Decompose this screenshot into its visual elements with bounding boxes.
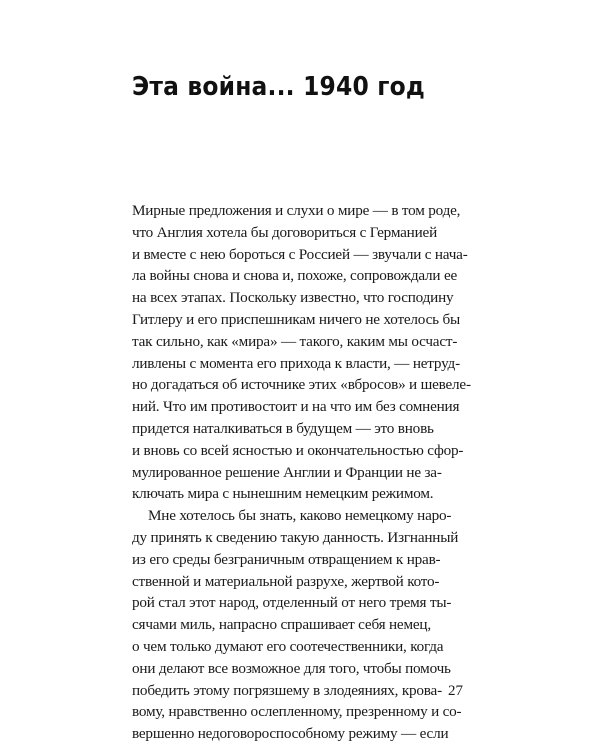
text-line: вому, нравственно ослепленному, презренному и со-	[132, 703, 462, 721]
text-line: Гитлеру и его приспешникам ничего не хотелось бы	[132, 310, 460, 328]
text-line: сячами миль, напрасно спрашивает себя немец,	[132, 616, 431, 634]
page-number: 27	[448, 683, 463, 699]
text-line: ду принять к сведению такую данность. Изгнанный	[132, 528, 459, 546]
chapter-title: Эта война... 1940 год	[132, 72, 425, 102]
text-line: и вновь со всей ясностью и окончательностью сфор-	[132, 441, 464, 459]
text-line: вершенно недоговороспособному режиму — если	[132, 725, 449, 743]
text-line: о чем только думают его соотечественники, когда	[132, 637, 444, 655]
text-line: победить этому погрязшему в злодеяниях, крова-	[132, 681, 442, 699]
text-line: рой стал этот народ, отделенный от него тремя ты-	[132, 594, 452, 612]
text-line: ла войны снова и снова и, похоже, сопровождали ее	[132, 267, 458, 285]
text-line: ний. Что им противостоит и на что им без сомнения	[132, 398, 460, 416]
text-line: и вместе с нею бороться с Россией — звучали с нача-	[132, 245, 468, 263]
text-line: так сильно, как «мира» — такого, каким мы осчаст-	[132, 332, 458, 350]
text-line: ственной и материальной разрухе, жертвой кото-	[132, 572, 440, 590]
text-line: на всех этапах. Поскольку известно, что господину	[132, 289, 454, 307]
text-line: мулированное решение Англии и Франции не за-	[132, 463, 442, 481]
text-line: ключать мира с нынешним немецким режимом.	[132, 485, 434, 503]
text-line: из его среды безграничным отвращением к нрав-	[132, 550, 441, 568]
text-line: придется наталкиваться в будущем — это вновь	[132, 419, 434, 437]
text-line: Мирные предложения и слухи о мире — в том роде,	[132, 202, 461, 219]
text-line: но догадаться об источнике этих «вбросов» и шевеле-	[132, 376, 471, 394]
body-text	[132, 200, 472, 745]
text-line: что Англия хотела бы договориться с Германией	[132, 223, 438, 241]
text-line: ливлены с момента его прихода к власти, — нетруд-	[132, 354, 460, 372]
paragraph-start-line: Мне хотелось бы знать, каково немецкому наро-	[148, 507, 452, 525]
text-line: они делают все возможное для того, чтобы помочь	[132, 659, 451, 677]
